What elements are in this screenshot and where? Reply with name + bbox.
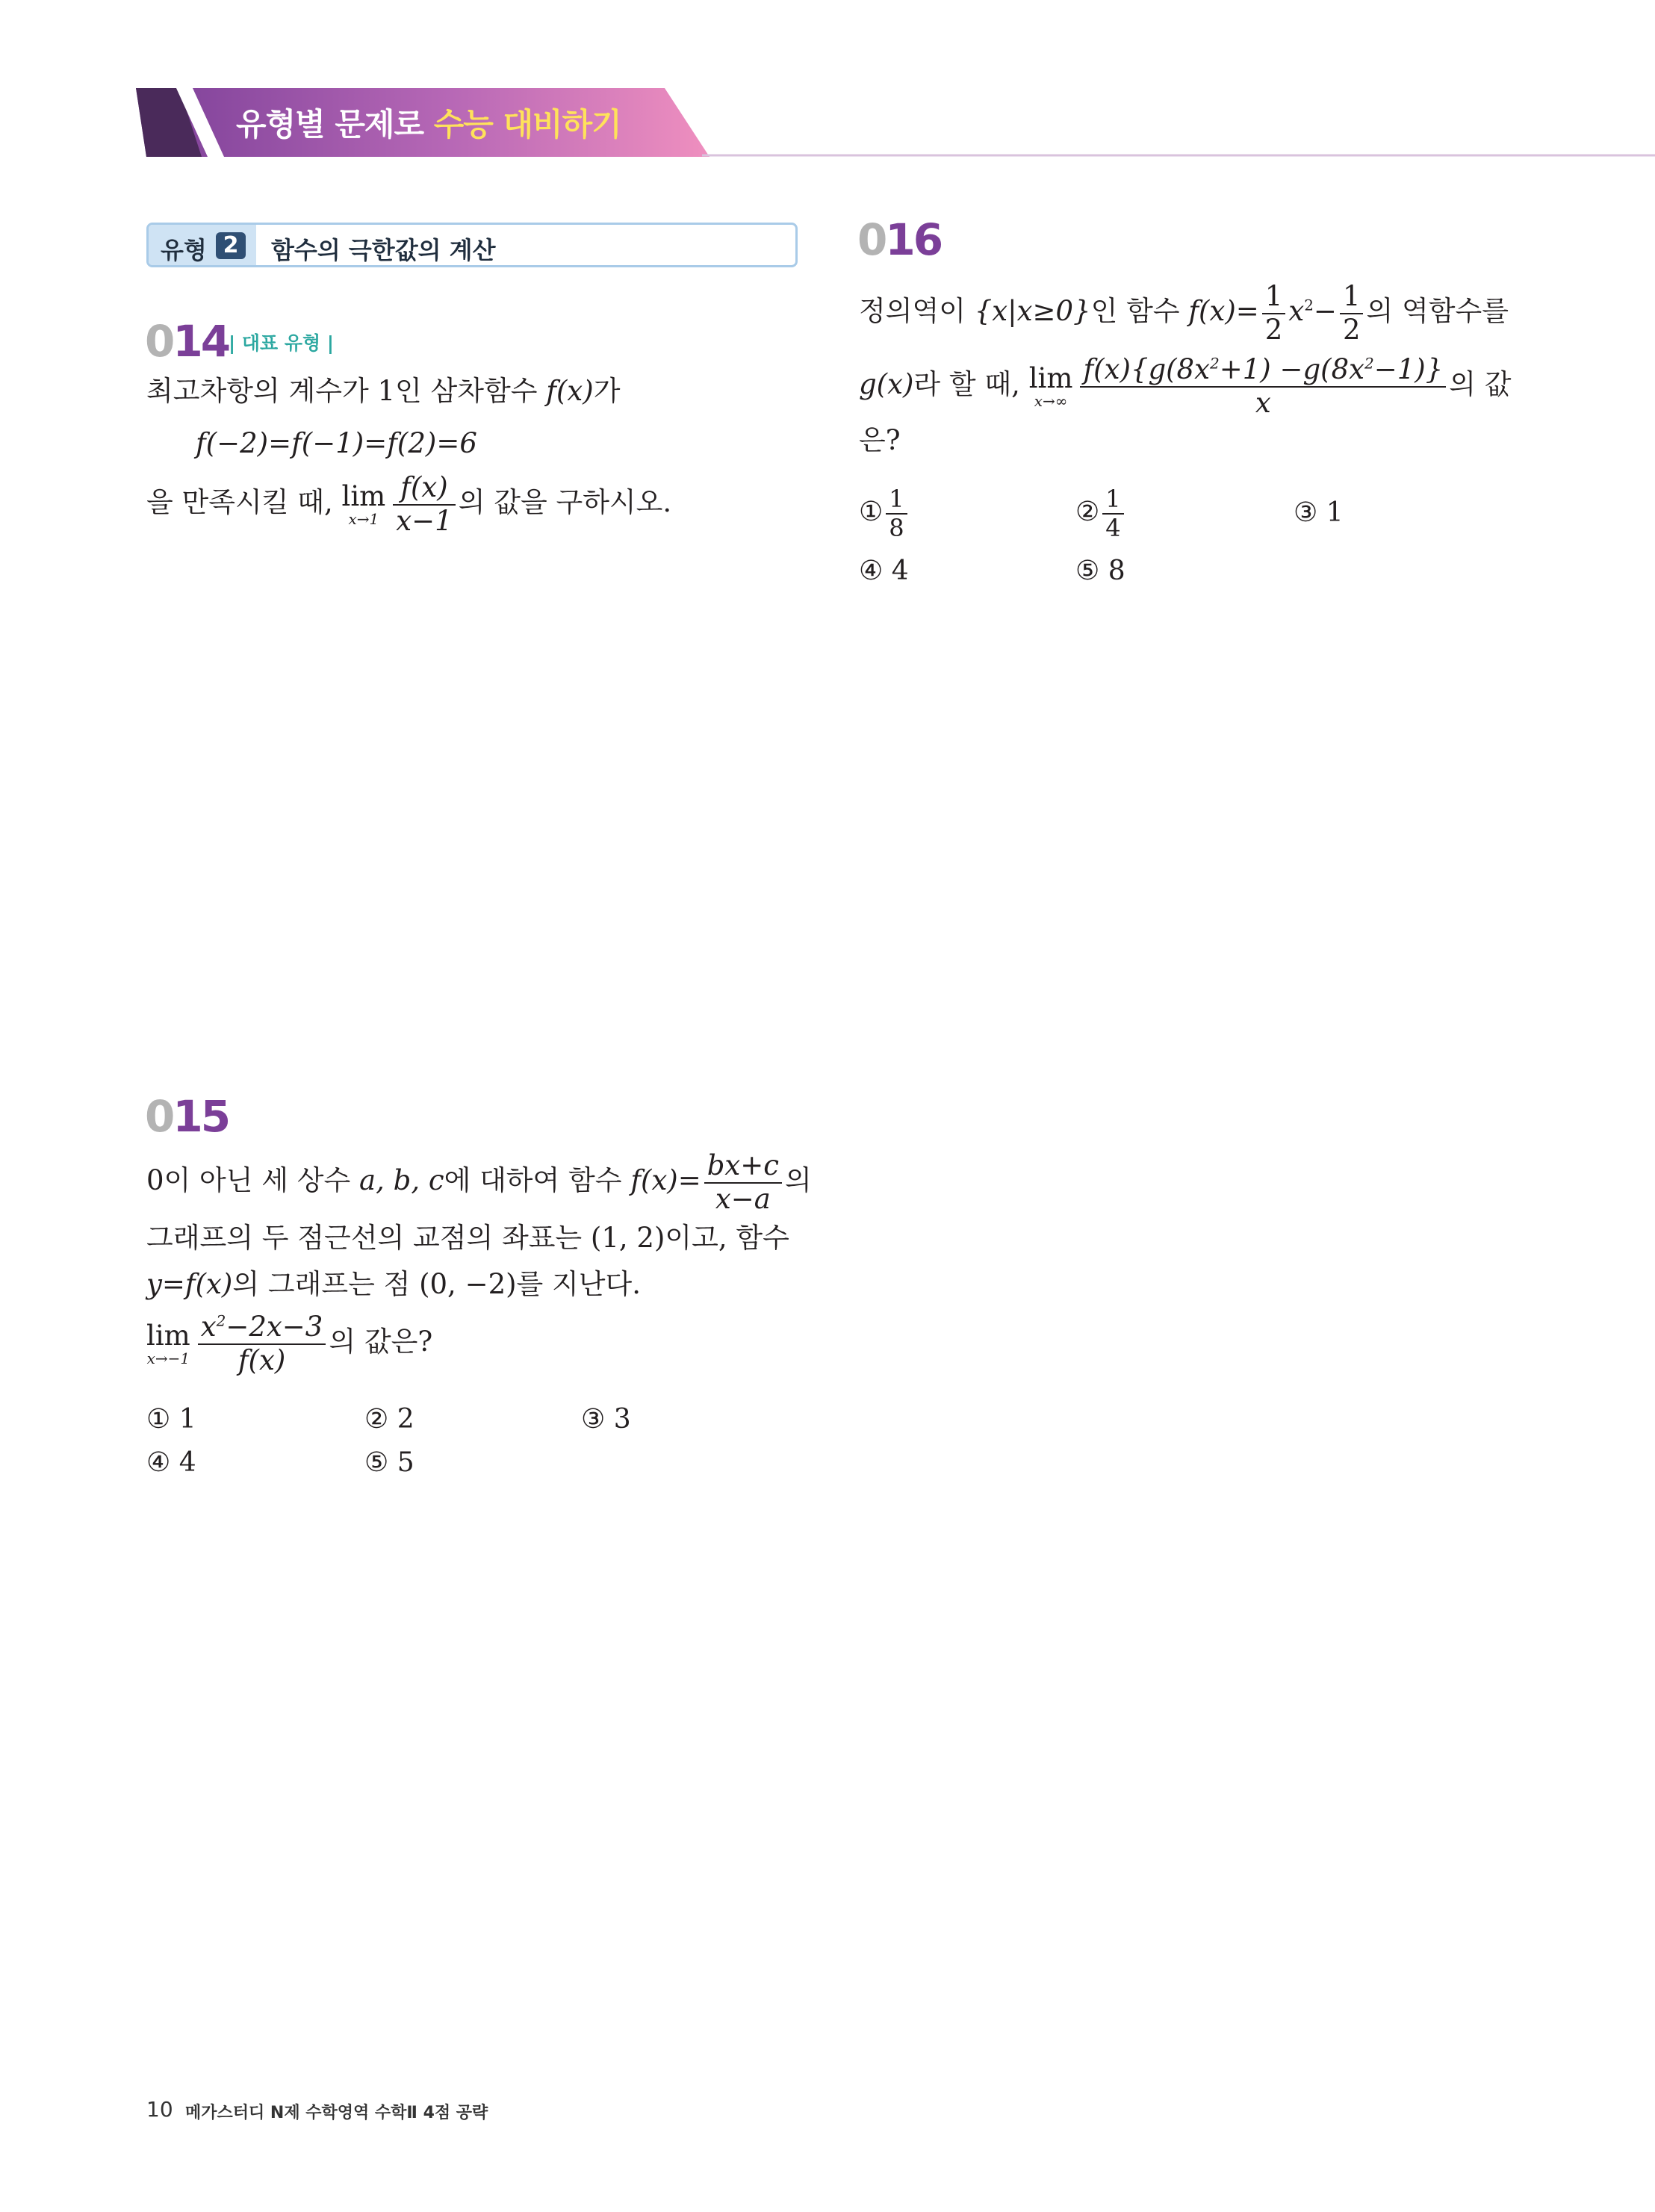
- problem-014-line1: 최고차항의 계수가 1인 삼차함수 f(x)가: [146, 375, 621, 407]
- type-title: 함수의 극한값의 계산: [271, 236, 496, 264]
- limit-fraction: $\frac{f(x)}{x-1}$: [393, 472, 455, 537]
- representative-tag: | 대표 유형 |: [229, 332, 334, 354]
- header-title-part1: 유형별 문제로: [236, 106, 424, 143]
- half-fraction: $\frac{1}{2}$: [1262, 281, 1286, 346]
- problem-015-line3: y=f(x)의 그래프는 점 (0, −2)를 지난다.: [146, 1268, 642, 1300]
- limit-fraction: $\frac{x^2-2x-3}{f(x)}$: [198, 1311, 326, 1376]
- problem-014-line3: 을 만족시킬 때, lim x→1 $\frac{f(x)}{x-1}$ 의 값을 구하시오.: [146, 471, 672, 537]
- type-number-badge: 2: [216, 232, 246, 259]
- header-title: [236, 100, 621, 145]
- problem-016-number: 016: [857, 214, 942, 265]
- problem-014-condition: f(−2)=f(−1)=f(2)=6: [196, 427, 477, 459]
- problem-014-number: 014: [145, 316, 229, 367]
- problem-016-choice-2: ② $\frac{1}{4}$: [1075, 485, 1127, 542]
- limit-fraction: $\frac{f(x)\{g(8x^2+1) -g(8x^2-1)\}}{x}$: [1080, 354, 1446, 419]
- problem-015-choice-3: ③ 3: [581, 1404, 631, 1435]
- function-fraction: $\frac{bx+c}{x-a}$: [704, 1150, 782, 1215]
- limit-expression: lim x→∞: [1028, 362, 1073, 411]
- problem-015-line2: 그래프의 두 점근선의 교점의 좌표는 (1, 2)이고, 함수: [146, 1222, 789, 1254]
- problem-015-choice-4: ④ 4: [146, 1447, 196, 1478]
- problem-016-choice-1: ① $\frac{1}{8}$: [859, 485, 910, 542]
- problem-015-choice-2: ② 2: [364, 1404, 414, 1435]
- half-fraction: $\frac{1}{2}$: [1340, 281, 1364, 346]
- problem-016-line3: 은?: [859, 424, 901, 456]
- type-heading-box: [146, 223, 798, 267]
- book-title: 메가스터디 N제 수학영역 수학Ⅱ 4점 공략: [185, 2104, 488, 2122]
- problem-016-choice-4: ④ 4: [859, 556, 909, 586]
- problem-015-line4: lim x→−1 $\frac{x^2-2x-3}{f(x)}$ 의 값은?: [146, 1311, 433, 1376]
- limit-expression: lim x→1: [341, 480, 386, 529]
- problem-016-line1: 정의역이 {x|x≥0}인 함수 f(x)= $\frac{1}{2}$ $x^2-$ $\frac{1}{2}$ 의 역함수를: [859, 280, 1509, 346]
- header-title-part2: 수능 대비하기: [433, 106, 621, 143]
- problem-015-choice-5: ⑤ 5: [364, 1447, 414, 1478]
- problem-016-choice-5: ⑤ 8: [1075, 556, 1125, 586]
- limit-expression: lim x→−1: [146, 1320, 190, 1368]
- page-number: 10: [146, 2097, 173, 2122]
- problem-016-choice-3: ③ 1: [1294, 497, 1344, 528]
- problem-015-choice-1: ① 1: [146, 1404, 196, 1435]
- type-label: 유형: [161, 236, 207, 264]
- problem-016-line2: g(x)라 할 때, lim x→∞ $\frac{f(x)\{g(8x^2+1) -g(8x^2-1)\}}{x}$ 의 값: [859, 353, 1512, 419]
- problem-015-number: 015: [145, 1091, 229, 1142]
- problem-015-line1: 0이 아닌 세 상수 a, b, c에 대하여 함수 f(x)= $\frac{bx+c}{x-a}$ 의: [146, 1149, 812, 1215]
